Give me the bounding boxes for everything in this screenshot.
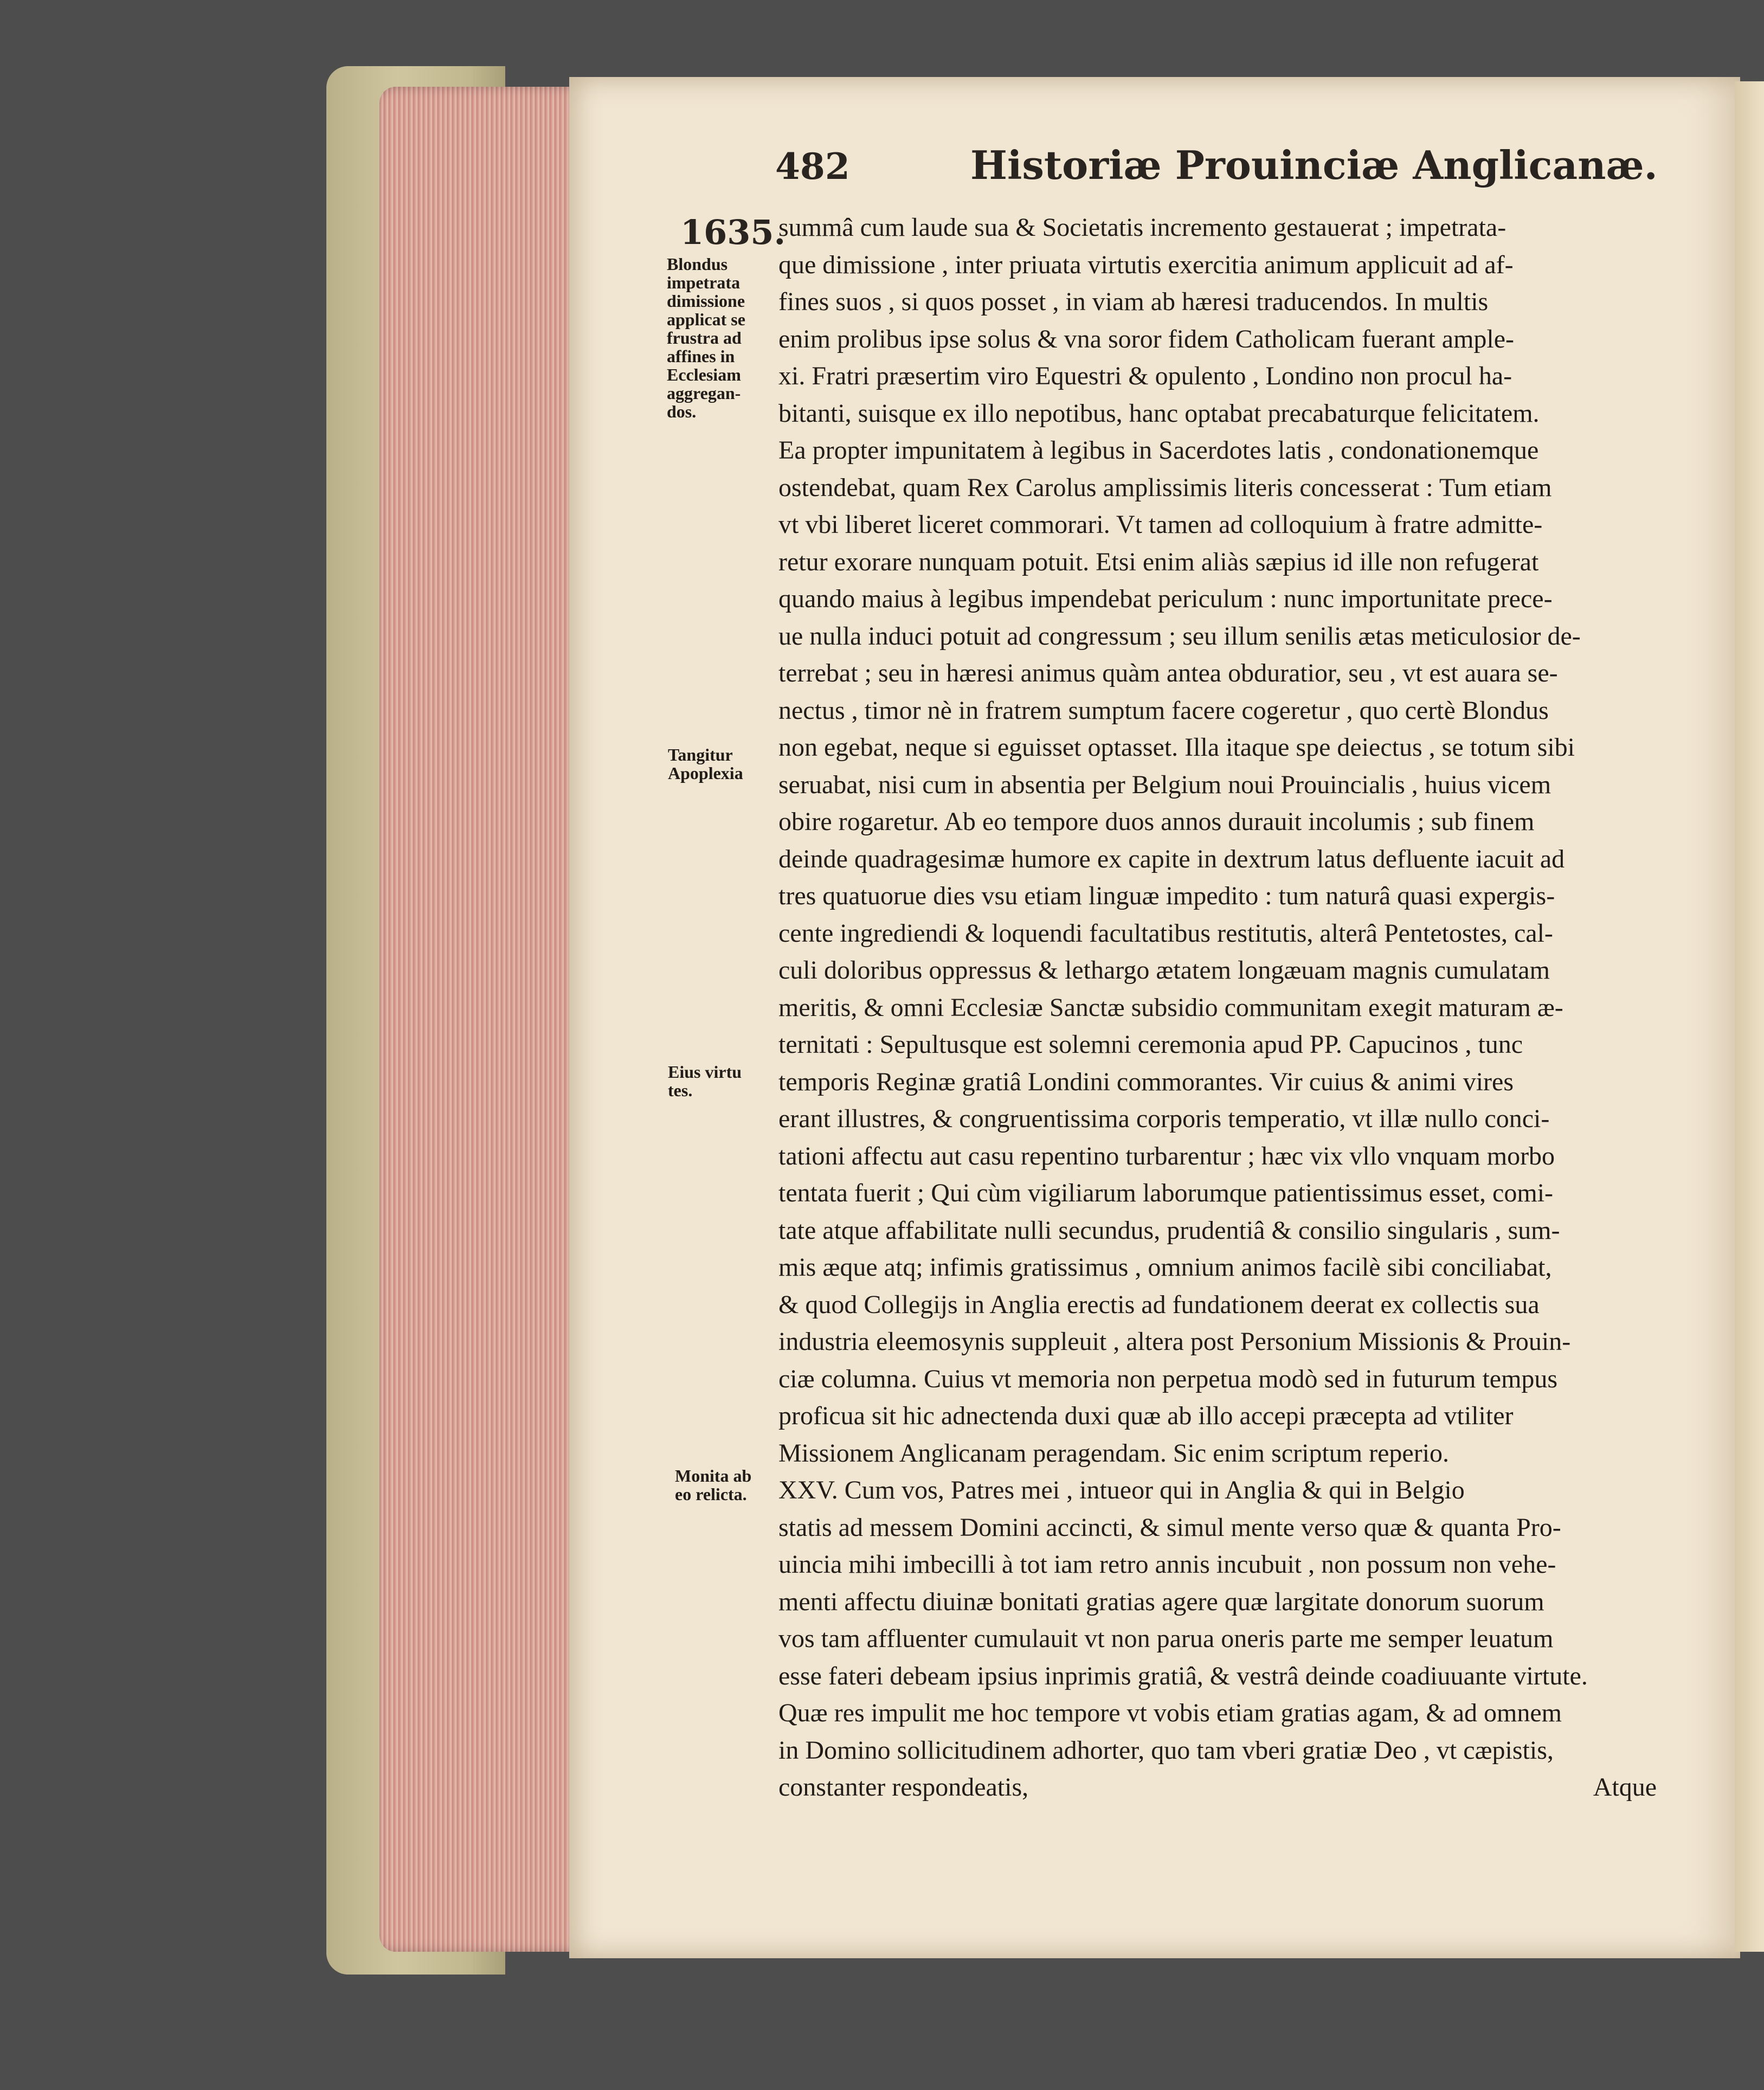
text-line: ciæ columna. Cuius vt memoria non perpetua modò sed in futurum tempus xyxy=(778,1364,1558,1393)
text-line: meritis, & omni Ecclesiæ Sanctæ subsidio communitam exegit maturam æ- xyxy=(778,993,1563,1022)
margin-note-line: impetrata xyxy=(667,273,741,292)
text-line: menti affectu diuinæ bonitati gratias agere quæ largitate donorum suorum xyxy=(778,1587,1544,1616)
text-line: seruabat, nisi cum in absentia per Belgium noui Prouincialis , huius vicem xyxy=(778,770,1551,799)
text-line: culi doloribus oppressus & lethargo ætatem longæuam magnis cumulatam xyxy=(778,956,1550,985)
margin-note-line: Apoplexia xyxy=(668,763,743,783)
margin-note-line: aggregan- xyxy=(667,383,741,403)
text-line: vt vbi liberet liceret commorari. Vt tamen ad colloquium à fratre admitte- xyxy=(778,510,1543,539)
margin-note xyxy=(668,1063,742,1099)
text-line: xi. Fratri præsertim viro Equestri & opulento , Londino non procul ha- xyxy=(778,362,1512,390)
last-line-text: constanter respondeatis, xyxy=(778,1773,1029,1802)
text-line: non egebat, neque si eguisset optasset. Illa itaque spe deiectus , se totum sibi xyxy=(778,733,1575,762)
margin-note-line: eo relicta. xyxy=(675,1484,747,1504)
margin-year: 1635. xyxy=(680,213,786,252)
margin-note-line: Eius virtu xyxy=(668,1062,742,1082)
text-line: bitanti, suisque ex illo nepotibus, hanc optabat precabaturque felicitatem. xyxy=(778,398,1540,428)
margin-note-line: tes. xyxy=(668,1081,693,1100)
text-line: nectus , timor nè in fratrem sumptum facere cogeretur , quo certè Blondus xyxy=(778,696,1549,725)
catchword: Atque xyxy=(1593,1773,1657,1802)
text-line: deinde quadragesimæ humore ex capite in dextrum latus defluente iacuit ad xyxy=(778,844,1565,873)
margin-note-line: affines in xyxy=(667,346,735,366)
text-line: fines suos , si quos posset , in viam ab hæresi traducendos. In multis xyxy=(778,287,1489,316)
text-line: quando maius à legibus impendebat periculum : nunc importunitate prece- xyxy=(778,584,1553,613)
margin-note-line: Ecclesiam xyxy=(667,365,741,384)
margin-note-line: Tangitur xyxy=(668,745,733,764)
running-head: Historiæ Prouinciæ Anglicanæ. xyxy=(970,142,1658,188)
text-line: XXV. Cum vos, Patres mei , intueor qui in Anglia & qui in Belgio xyxy=(778,1476,1465,1504)
body-text xyxy=(778,209,1657,1806)
margin-note-line: Monita ab xyxy=(675,1466,752,1485)
text-line: cente ingrediendi & loquendi facultatibus restitutis, alterâ Pentetostes, cal- xyxy=(778,918,1553,948)
text-line: ostendebat, quam Rex Carolus amplissimis literis concesserat : Tum etiam xyxy=(778,473,1552,502)
text-line: & quod Collegijs in Anglia erectis ad fundationem deerat ex collectis sua xyxy=(778,1290,1540,1319)
margin-note-line: frustra ad xyxy=(667,328,742,348)
text-line: vos tam affluenter cumulauit vt non parua oneris parte me semper leuatum xyxy=(778,1624,1554,1653)
text-line: mis æque atq; infimis gratissimus , omnium animos facilè sibi conciliabat, xyxy=(778,1253,1552,1282)
text-line: in Domino sollicitudinem adhorter, quo tam vberi gratiæ Deo , vt cæpistis, xyxy=(778,1735,1554,1765)
text-line: tationi affectu aut casu repentino turbarentur ; hæc vix vllo vnquam morbo xyxy=(778,1141,1555,1171)
text-line: temporis Reginæ gratiâ Londini commorantes. Vir cuius & animi vires xyxy=(778,1067,1514,1096)
text-line: que dimissione , inter priuata virtutis exercitia animum applicuit ad af- xyxy=(778,250,1514,279)
text-line: retur exorare nunquam potuit. Etsi enim aliàs sæpius id ille non refugerat xyxy=(778,547,1539,576)
margin-note-line: applicat se xyxy=(667,310,745,329)
margin-note-line: dimissione xyxy=(667,291,745,311)
text-line: esse fateri debeam ipsius inprimis gratiâ, & vestrâ deinde coadiuuante virtute. xyxy=(778,1661,1588,1690)
text-line: Quæ res impulit me hoc tempore vt vobis etiam gratias agam, & ad omnem xyxy=(778,1699,1562,1727)
page-number: 482 xyxy=(775,145,850,188)
margin-note-line: Blondus xyxy=(667,254,728,274)
text-line: terrebat ; seu in hæresi animus quàm antea obduratior, seu , vt est auara se- xyxy=(778,659,1558,687)
page-edges xyxy=(379,87,580,1952)
text-line: erant illustres, & congruentissima corporis temperatio, vt illæ nullo conci- xyxy=(778,1104,1550,1133)
text-line: tentata fuerit ; Qui cùm vigiliarum laborumque patientissimus esset, comi- xyxy=(778,1179,1554,1207)
text-line: industria eleemosynis suppleuit , altera post Personium Missionis & Prouin- xyxy=(778,1327,1571,1356)
margin-note xyxy=(667,255,745,421)
text-line: proficua sit hic adnectenda duxi quæ ab illo accepi præcepta ad vtiliter xyxy=(778,1401,1514,1430)
text-line: statis ad messem Domini accincti, & simul mente verso quæ & quanta Pro- xyxy=(778,1513,1561,1542)
text-line: tres quatuorue dies vsu etiam linguæ impedito : tum naturâ quasi expergis- xyxy=(778,882,1555,910)
text-line-last xyxy=(778,1769,1657,1806)
text-line: ternitati : Sepultusque est solemni ceremonia apud PP. Capucinos , tunc xyxy=(778,1030,1523,1059)
text-line: Missionem Anglicanam peragendam. Sic enim scriptum reperio. xyxy=(778,1438,1450,1468)
text-line: uincia mihi imbecilli à tot iam retro annis incubuit , non possum non vehe- xyxy=(778,1550,1556,1579)
margin-note xyxy=(675,1467,751,1503)
text-line: summâ cum laude sua & Societatis incremento gestauerat ; impetrata- xyxy=(778,213,1507,242)
text-line: ue nulla induci potuit ad congressum ; seu illum senilis ætas meticulosior de- xyxy=(778,621,1581,651)
margin-note-line: dos. xyxy=(667,402,697,421)
margin-note xyxy=(668,745,743,782)
text-line: obire rogaretur. Ab eo tempore duos annos durauit incolumis ; sub finem xyxy=(778,807,1535,836)
text-line: enim prolibus ipse solus & vna soror fidem Catholicam fuerant ample- xyxy=(778,324,1515,353)
facing-page-edge xyxy=(1735,81,1764,1952)
text-line: Ea propter impunitatem à legibus in Sacerdotes latis , condonationemque xyxy=(778,436,1539,465)
text-line: tate atque affabilitate nulli secundus, prudentiâ & consilio singularis , sum- xyxy=(778,1216,1560,1245)
